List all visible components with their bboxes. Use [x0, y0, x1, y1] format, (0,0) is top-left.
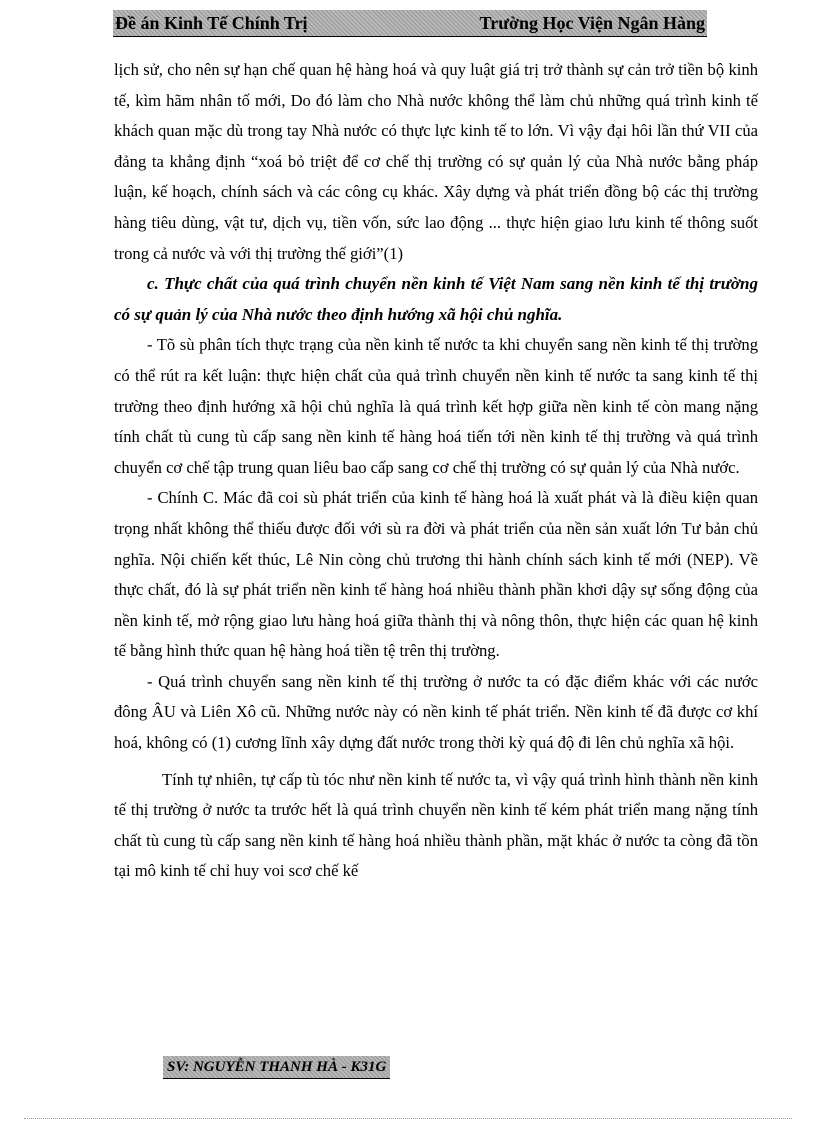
document-body	[114, 55, 758, 887]
page-header	[113, 10, 707, 37]
header-course-title: Đề án Kinh Tế Chính Trị	[115, 12, 308, 33]
header-school-name: Trường Học Viện Ngân Hàng	[479, 12, 705, 33]
page-footer-author: SV: NGUYỄN THANH HÀ - K31G	[163, 1056, 390, 1079]
paragraph: - Quá trình chuyển sang nền kinh tế thị trường ở nước ta có đặc điểm khác với các nước đông ÂU và Liên Xô cũ. Những nước này có nền kinh tế phát triển. Nền kinh tế đã được cơ khí hoá, không có (1) cương lĩnh xây dựng đất nước trong thời kỳ quá độ đi lên chủ nghĩa xã hội.	[114, 671, 758, 753]
page-bottom-divider	[24, 1118, 792, 1119]
section-heading: c. Thực chất của quá trình chuyển nền kinh tế Việt Nam sang nền kinh tế thị trường có sự quản lý của Nhà nước theo định hướng xã hội chủ nghĩa.	[114, 274, 758, 324]
paragraph-continuation: lịch sử, cho nên sự hạn chế quan hệ hàng hoá và quy luật giá trị trở thành sự cản trở tiền bộ kinh tế, kìm hãm nhân tố mới, Do đó làm cho Nhà nước không thể làm chủ những quá trình kinh tế khách quan mặc dù trong tay Nhà nước có thực lực kinh tế to lớn. Vì vậy đại hôi lần thứ VII của đảng ta khẳng định “xoá bỏ triệt để cơ chế thị trường có sự quản lý của Nhà nước bằng pháp luận, kế hoạch, chính sách và các công cụ khác. Xây dựng và phát triển đồng bộ các thị trường hàng tiêu dùng, vật tư, dịch vụ, tiền vốn, sức lao động ... thực hiện giao lưu kinh tế thông suốt trong cả nước và với thị trường thế giới”(1)	[114, 60, 758, 263]
paragraph: Tính tự nhiên, tự cấp tù tóc như nền kinh tế nước ta, vì vậy quá trình hình thành nền kinh tế thị trường ở nước ta trước hết là quá trình chuyển nền kinh tế kém phát triển mang nặng tính chất tù cung tù cấp sang nền kinh tế hàng hoá nhiều thành phần, mặt khác ở nước ta còng đã tồn tại mô kinh tế chỉ huy voi scơ chế kế	[114, 769, 758, 881]
paragraph: - Tõ sù phân tích thực trạng của nền kinh tế nước ta khi chuyển sang nền kinh tế thị trường có thể rút ra kết luận: thực hiện chất của quả trình chuyển nền kinh tế nước ta sang kinh tế thị trường theo định hướng xã hội chủ nghĩa là quá trình kết hợp giữa nền kinh tế còn mang nặng tính chất tù cung tù cấp sang nền kinh tế hàng hoá tiến tới nền kinh tế thị trường và quá trình chuyển cơ chế tập trung quan liêu bao cấp sang cơ chế thị trường có sự quản lý của Nhà nước.	[114, 335, 758, 477]
paragraph: - Chính C. Mác đã coi sù phát triển của kinh tế hàng hoá là xuất phát và là điều kiện quan trọng nhất không thể thiếu được đối với sù ra đời và phát triển của nền sản xuất lớn Tư bản chủ nghĩa. Nội chiến kết thúc, Lê Nin còng chủ trương thi hành chính sách kinh tế mới (NEP). Về thực chất, đó là sự phát triển nền kinh tế hàng hoá nhiều thành phần khơi dậy sự sống động của nền kinh tế, mở rộng giao lưu hàng hoá giữa thành thị và nông thôn, thực hiện các quan hệ kinh tế bằng hình thức quan hệ hàng hoá tiền tệ trên thị trường.	[114, 488, 758, 661]
